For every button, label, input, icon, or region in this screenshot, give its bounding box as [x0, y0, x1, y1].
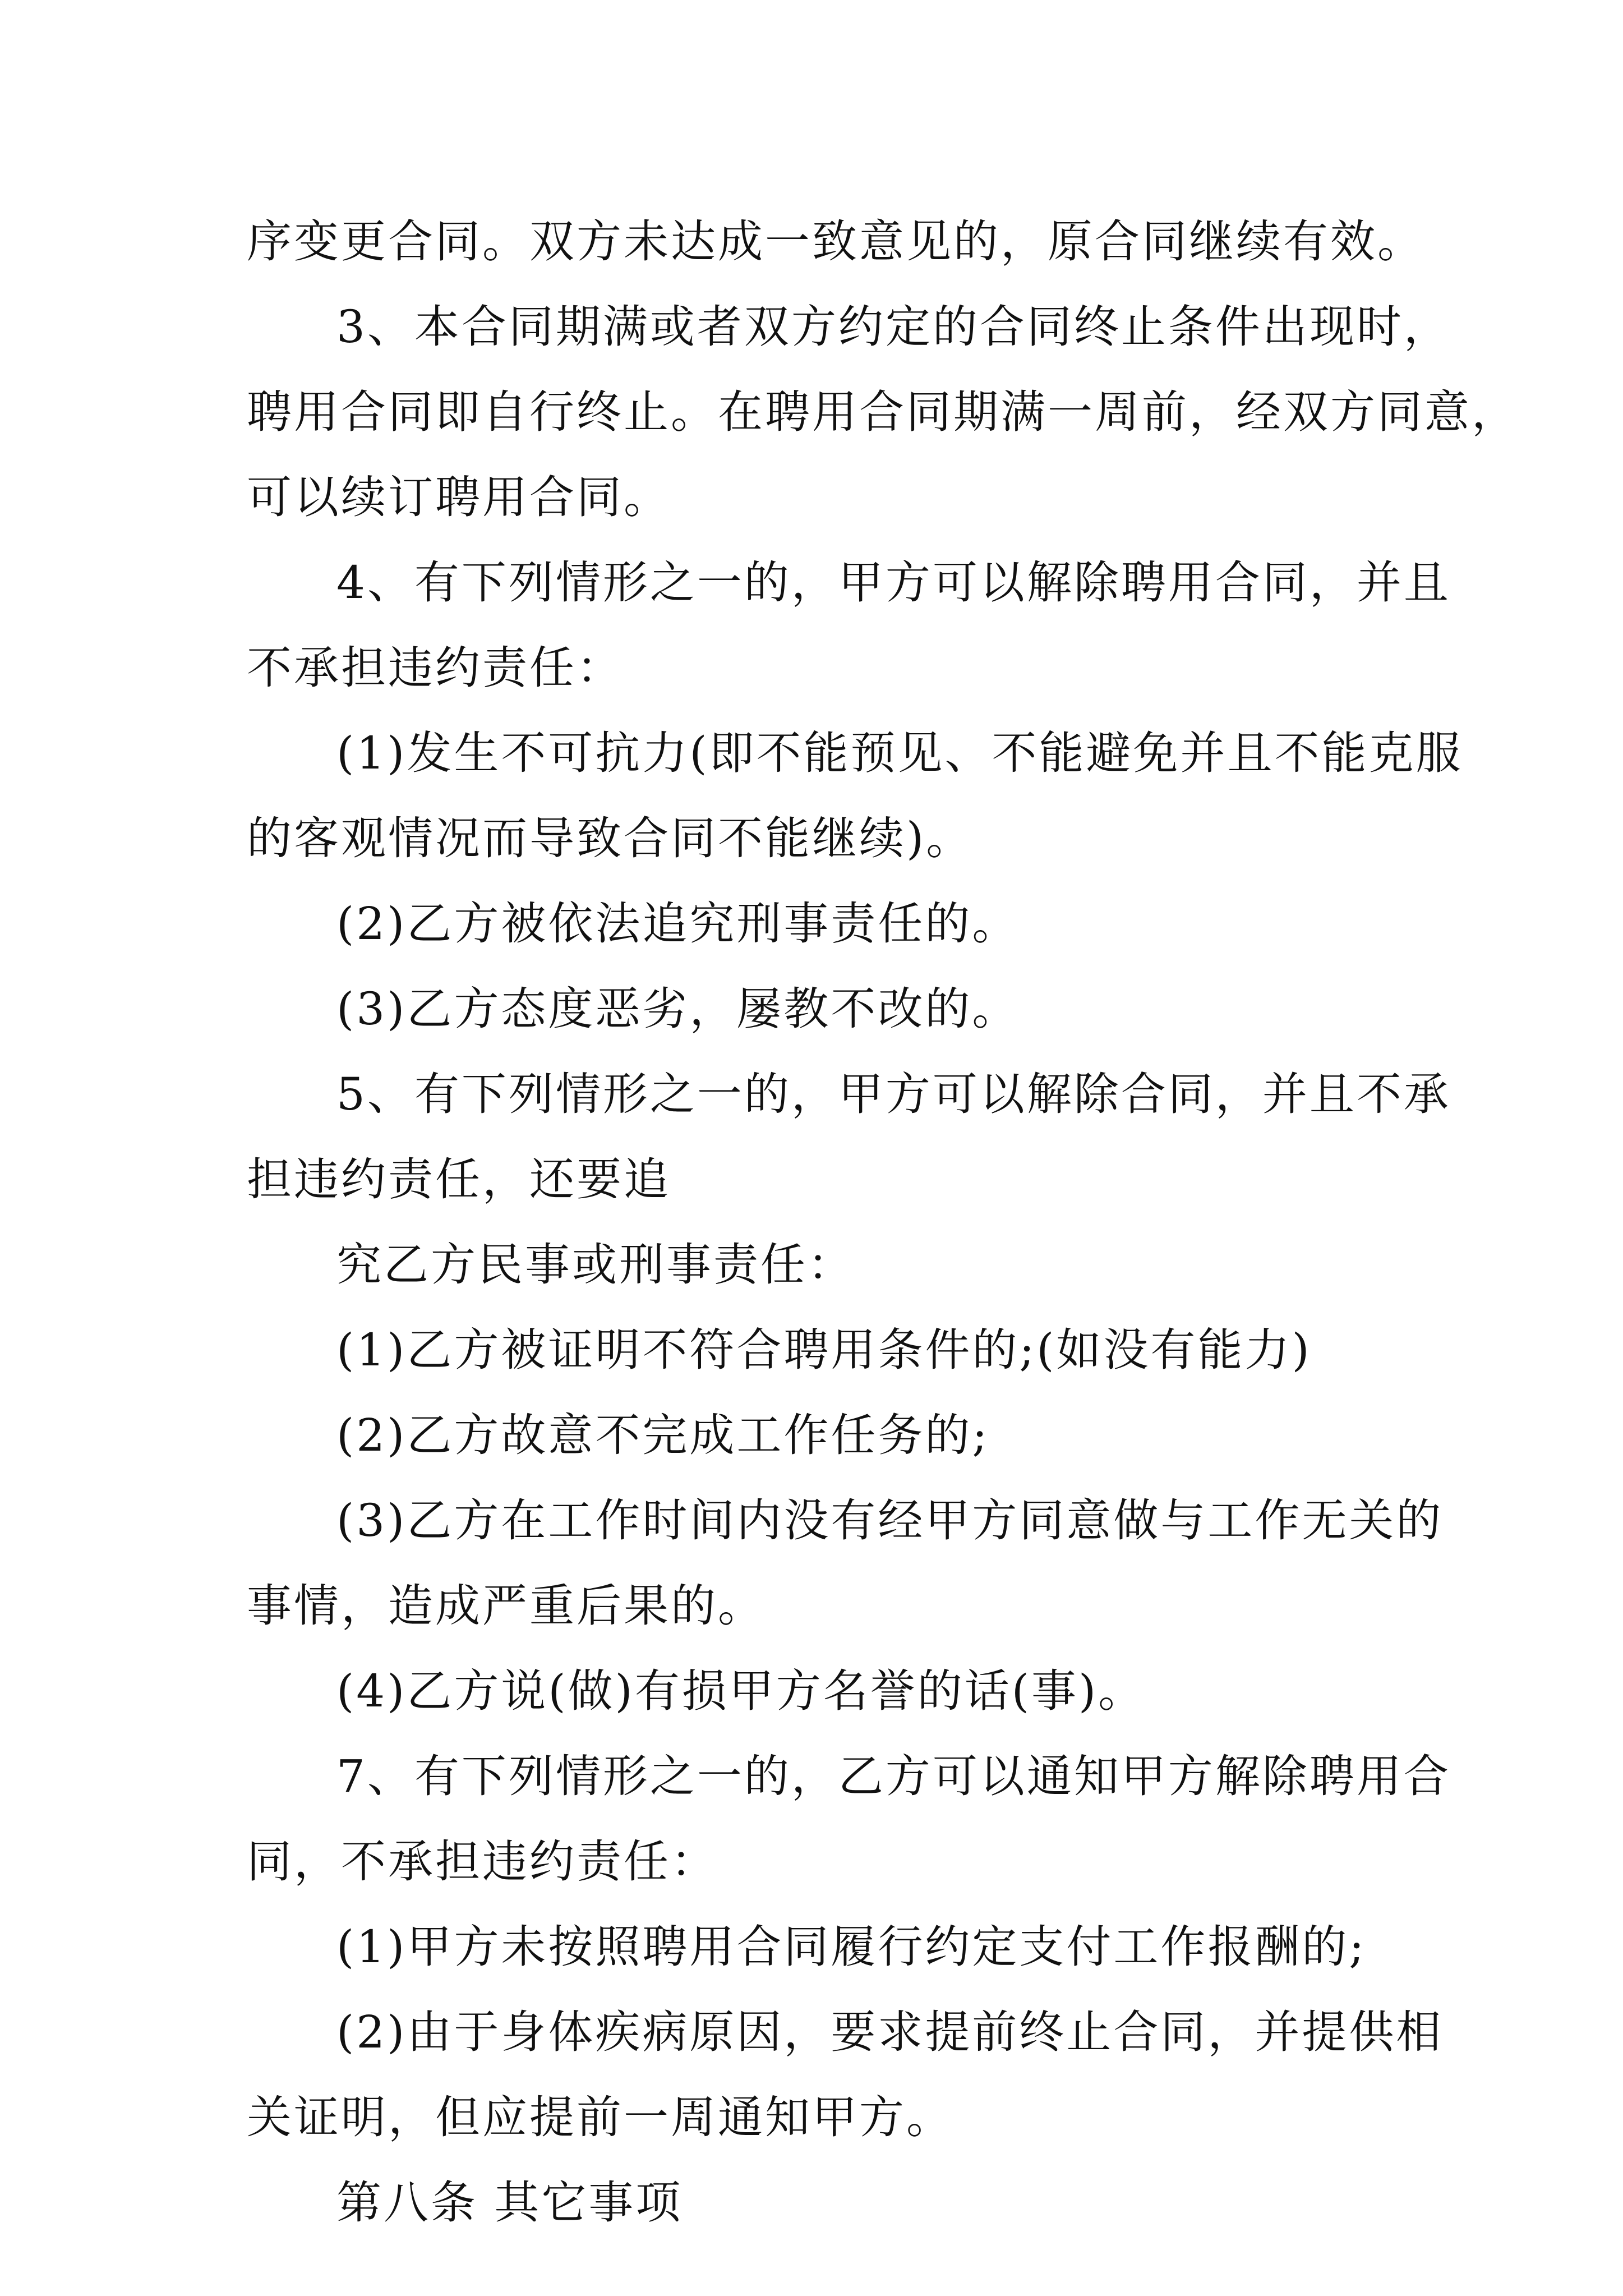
text-line: 不承担违约责任： — [247, 642, 624, 694]
text-line: 第八条 其它事项 — [336, 2177, 683, 2229]
text-line: (2)由于身体疾病原因，要求提前终止合同，并提供相 — [336, 2006, 1444, 2058]
text-line: 事情，造成严重后果的。 — [247, 1580, 765, 1632]
text-line: 同，不承担违约责任： — [247, 1835, 718, 1888]
text-line: 序变更合同。双方未达成一致意见的，原合同继续有效。 — [247, 215, 1424, 268]
text-line: (1)甲方未按照聘用合同履行约定支付工作报酬的; — [336, 1921, 1367, 1973]
text-line: 担违约责任，还要追 — [247, 1153, 671, 1205]
text-line: 5、有下列情形之一的，甲方可以解除合同，并且不承 — [336, 1068, 1451, 1120]
text-line: 3、本合同期满或者双方约定的合同终止条件出现时， — [336, 301, 1451, 353]
text-line: 可以续订聘用合同。 — [247, 471, 671, 523]
text-line: 关证明，但应提前一周通知甲方。 — [247, 2091, 953, 2143]
text-line: (3)乙方在工作时间内没有经甲方同意做与工作无关的 — [336, 1494, 1444, 1547]
text-line: (3)乙方态度恶劣，屡教不改的。 — [336, 983, 1020, 1035]
text-line: (2)乙方被依法追究刑事责任的。 — [336, 898, 1020, 950]
text-line: 的客观情况而导致合同不能继续)。 — [247, 812, 974, 864]
text-line: 4、有下列情形之一的，甲方可以解除聘用合同，并且 — [336, 556, 1451, 609]
text-line: 7、有下列情形之一的，乙方可以通知甲方解除聘用合 — [336, 1750, 1451, 1802]
text-line: (4)乙方说(做)有损甲方名誉的话(事)。 — [336, 1665, 1146, 1717]
text-line: 究乙方民事或刑事责任： — [336, 1239, 855, 1291]
text-line: (1)乙方被证明不符合聘用条件的;(如没有能力) — [336, 1324, 1312, 1376]
text-line: (2)乙方故意不完成工作任务的; — [336, 1409, 990, 1461]
text-line: 聘用合同即自行终止。在聘用合同期满一周前，经双方同意， — [247, 386, 1519, 438]
text-line: (1)发生不可抗力(即不能预见、不能避免并且不能克服 — [336, 727, 1463, 779]
